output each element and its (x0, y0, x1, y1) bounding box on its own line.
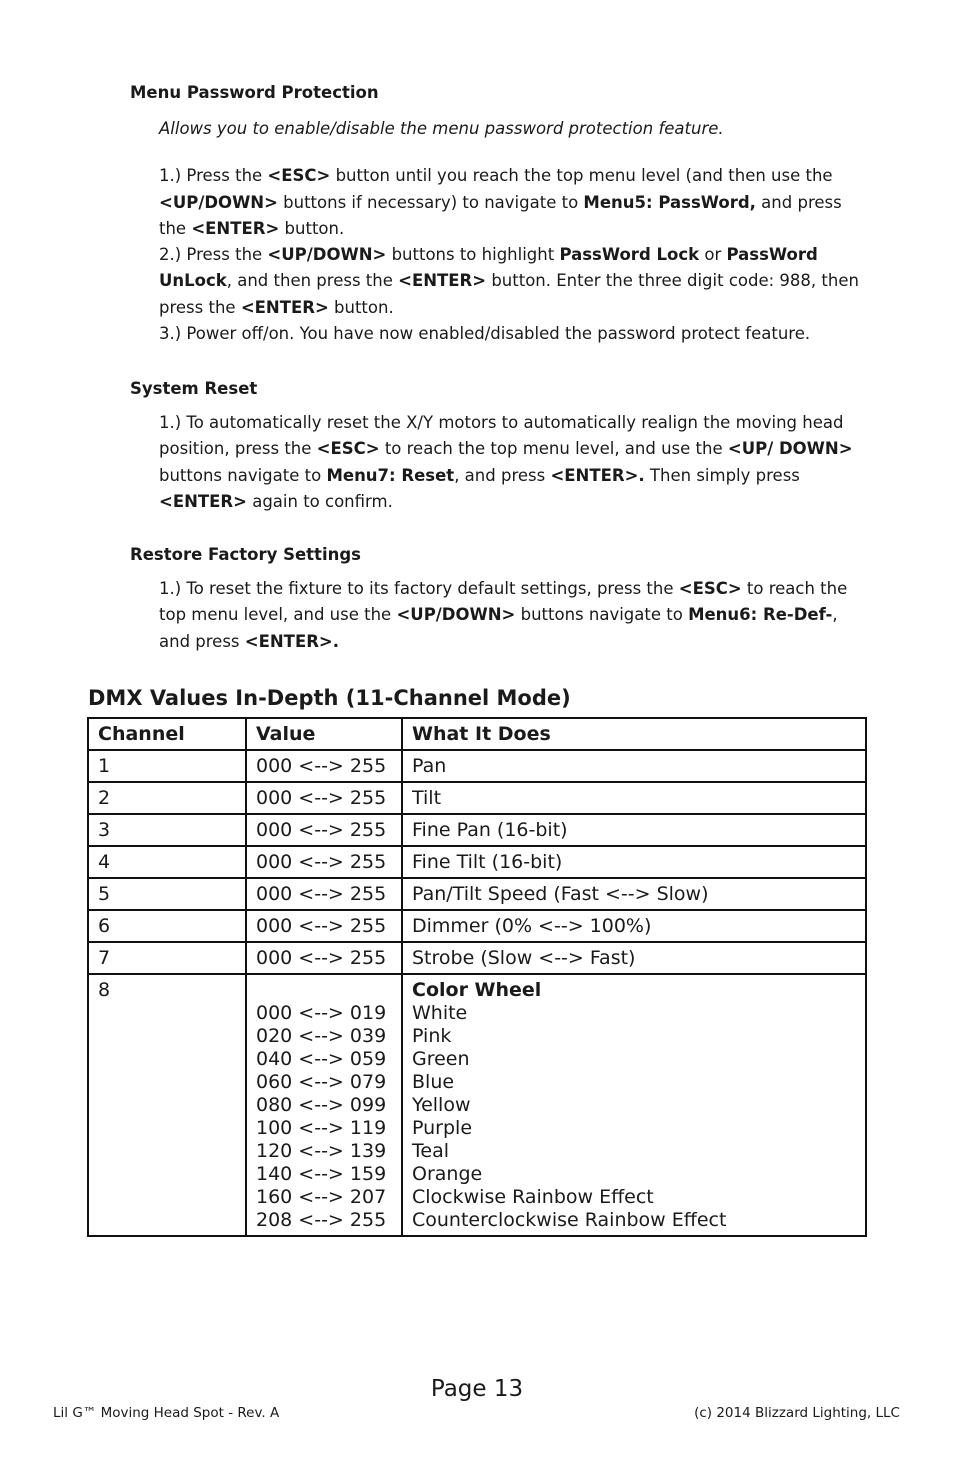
cell-function: Dimmer (0% <--> 100%) (402, 910, 866, 942)
cell-value: 000 <--> 255 (246, 846, 402, 878)
text-run: button. (279, 218, 345, 238)
cell-channel: 2 (88, 782, 246, 814)
section-heading-password: Menu Password Protection (130, 83, 379, 102)
bold-text: <ENTER>. (244, 631, 340, 651)
color-wheel-function: Teal (412, 1140, 449, 1162)
text-run: , and press (454, 465, 551, 485)
text-run: or (699, 245, 727, 265)
cell-value: 000 <--> 255 (246, 782, 402, 814)
color-wheel-value: 080 <--> 099 (256, 1094, 387, 1116)
bold-text: <UP/DOWN> (159, 192, 278, 212)
color-wheel-function: Green (412, 1048, 470, 1070)
section-intro: Allows you to enable/disable the menu password protection feature. (159, 119, 724, 138)
text-run: to reach the top menu level, and use the (379, 439, 728, 459)
table-row (88, 846, 866, 878)
cell-channel: 6 (88, 910, 246, 942)
step (159, 321, 871, 347)
table-row (88, 814, 866, 846)
cell-value: 000 <--> 255 (246, 942, 402, 974)
color-wheel-function: Orange (412, 1163, 483, 1185)
text-run: buttons navigate to (515, 605, 689, 625)
bold-text: Menu5: PassWord, (583, 192, 756, 212)
header-channel: Channel (88, 718, 246, 750)
table-row (88, 782, 866, 814)
bold-text: <UP/DOWN> (267, 245, 387, 265)
table-row (88, 910, 866, 942)
cell-value: 000 <--> 255 (246, 878, 402, 910)
text-run: 1.) To automatically reset the X/Y motors to automatically realign the moving head position, press the (159, 413, 844, 459)
color-wheel-value: 120 <--> 139 (256, 1140, 387, 1162)
text-run: buttons to highlight (386, 245, 560, 265)
cell-value: 000 <--> 255 (246, 910, 402, 942)
table-title: DMX Values In-Depth (11-Channel Mode) (88, 686, 571, 710)
header-function: What It Does (402, 718, 866, 750)
color-wheel-function: White (412, 1002, 468, 1024)
text-run: button until you reach the top menu level (and then use the (330, 166, 833, 186)
text-run: button. Enter the three digit code: 988, then press the (159, 271, 859, 317)
cell-functions (402, 974, 866, 1236)
color-wheel-value: 040 <--> 059 (256, 1048, 387, 1070)
color-wheel-function: Purple (412, 1117, 473, 1139)
step (159, 242, 871, 321)
table-row (88, 942, 866, 974)
dmx-table (87, 717, 867, 1237)
cell-channel: 8 (88, 974, 246, 1236)
color-wheel-value: 000 <--> 019 (256, 1002, 387, 1024)
step (159, 576, 871, 655)
cell-function: Fine Tilt (16-bit) (402, 846, 866, 878)
bold-text: PassWord Lock (559, 245, 700, 265)
color-wheel-value: 160 <--> 207 (256, 1186, 387, 1208)
bold-text: <ESC> (267, 166, 331, 186)
cell-function: Pan (402, 750, 866, 782)
text-run: 1.) To reset the fixture to its factory default settings, press the (159, 579, 679, 598)
section-heading-system-reset: System Reset (130, 379, 258, 398)
table-row-color-wheel (88, 974, 866, 1236)
color-wheel-function: Pink (412, 1025, 452, 1047)
bold-text: <UP/DOWN> (396, 605, 516, 625)
color-wheel-function: Clockwise Rainbow Effect (412, 1186, 654, 1208)
cell-channel: 5 (88, 878, 246, 910)
cell-value: 000 <--> 255 (246, 814, 402, 846)
cell-values (246, 974, 402, 1236)
section-body-factory (159, 576, 871, 655)
text-run: , and then press the (226, 271, 399, 291)
bold-text: <ENTER> (398, 271, 487, 291)
bold-text: <ESC> (316, 439, 380, 459)
bold-text: Menu6: Re-Def- (688, 605, 833, 625)
cell-channel: 4 (88, 846, 246, 878)
footer-right: (c) 2014 Blizzard Lighting, LLC (694, 1405, 900, 1421)
section-body-password (159, 116, 871, 347)
bold-text: <ENTER> (240, 297, 329, 317)
section-body-system-reset (159, 410, 871, 515)
table-row (88, 878, 866, 910)
cell-value: 000 <--> 255 (246, 750, 402, 782)
text-run: buttons if necessary) to navigate to (277, 192, 584, 212)
bold-text: <ENTER> (159, 491, 247, 511)
text-run: 1.) Press the (159, 166, 268, 186)
footer-left: Lil G™ Moving Head Spot - Rev. A (53, 1405, 280, 1421)
text-run: buttons navigate to (159, 465, 327, 485)
text-run: 3.) Power off/on. You have now enabled/disabled the password protect feature. (159, 324, 811, 344)
cell-function: Tilt (402, 782, 866, 814)
color-wheel-value: 060 <--> 079 (256, 1071, 387, 1093)
step (159, 163, 871, 242)
color-wheel-function: Blue (412, 1071, 455, 1093)
table-header-row (88, 718, 866, 750)
text-run: again to confirm. (246, 491, 393, 511)
bold-text: Menu7: Reset (326, 465, 455, 485)
cell-channel: 7 (88, 942, 246, 974)
step (159, 410, 871, 515)
color-wheel-title: Color Wheel (412, 979, 542, 1001)
bold-text: PassWord UnLock (159, 245, 818, 291)
bold-text: <ENTER> (191, 218, 280, 238)
text-run: button. (328, 297, 394, 317)
color-wheel-value: 140 <--> 159 (256, 1163, 387, 1185)
text-run: Then simply press (644, 465, 800, 485)
color-wheel-function: Yellow (412, 1094, 471, 1116)
cell-channel: 3 (88, 814, 246, 846)
color-wheel-value: 208 <--> 255 (256, 1209, 387, 1231)
cell-function: Fine Pan (16-bit) (402, 814, 866, 846)
section-heading-factory: Restore Factory Settings (130, 545, 361, 564)
bold-text: <ESC> (678, 579, 742, 598)
color-wheel-function: Counterclockwise Rainbow Effect (412, 1209, 727, 1231)
page-number: Page 13 (430, 1376, 524, 1402)
cell-function: Strobe (Slow <--> Fast) (402, 942, 866, 974)
color-wheel-value: 020 <--> 039 (256, 1025, 387, 1047)
text-run: to reach the top menu level, and use the (159, 579, 848, 625)
text-run: , and press (159, 605, 838, 651)
bold-text: <UP/ DOWN> (727, 439, 853, 459)
text-run: and press the (159, 192, 842, 238)
bold-text: <ENTER>. (550, 465, 645, 485)
color-wheel-value: 100 <--> 119 (256, 1117, 387, 1139)
cell-function: Pan/Tilt Speed (Fast <--> Slow) (402, 878, 866, 910)
text-run: 2.) Press the (159, 245, 268, 265)
table-row (88, 750, 866, 782)
header-value: Value (246, 718, 402, 750)
cell-channel: 1 (88, 750, 246, 782)
